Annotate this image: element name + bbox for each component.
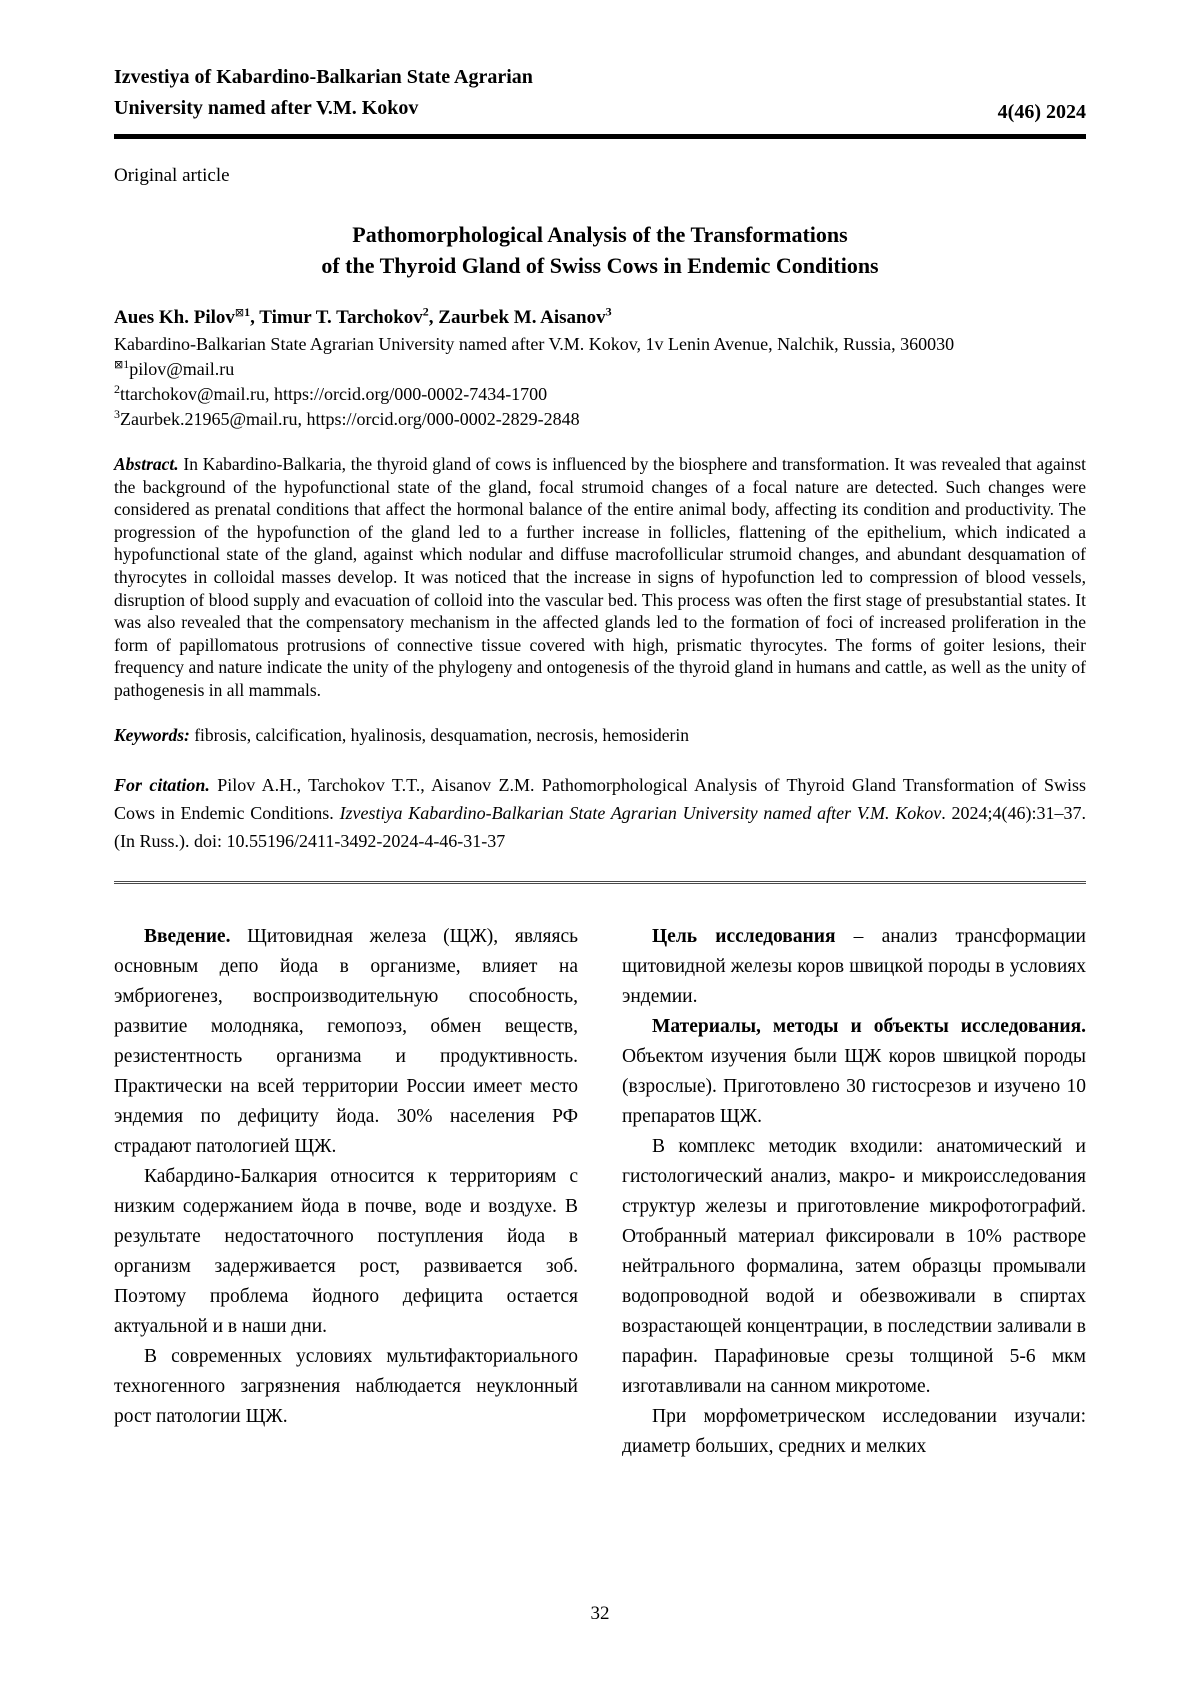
author-name: Aues Kh. Pilov bbox=[114, 307, 235, 328]
keywords bbox=[114, 725, 1086, 746]
author-affil-mark: 2 bbox=[422, 304, 429, 319]
body-columns bbox=[114, 922, 1086, 1462]
keywords-text: fibrosis, calcification, hyalinosis, desquamation, necrosis, hemosiderin bbox=[189, 724, 689, 745]
journal-name bbox=[114, 62, 533, 124]
abstract bbox=[114, 453, 1086, 702]
article-title bbox=[114, 219, 1086, 281]
abstract-text: In Kabardino-Balkaria, the thyroid gland of cows is influenced by the biosphere and transformation. It was revealed that against the background of the hypofunctional state of the gland, focal strumoid changes of a focal nature are detected. Such changes were considered as prenatal conditions that affect the hormonal balance of the entire animal body, affecting its condition and productivity. The progression of the hypofunction of the gland led to a further increase in follicles, flattening of the epithelium, which indicated a hypofunctional state of the gland, against which nodular and diffuse macrofollicular strumoid changes, and abundant desquamation of thyrocytes in colloidal masses develop. It was noticed that the increase in signs of hypofunction led to compression of blood vessels, disruption of blood supply and evacuation of colloid into the vascular bed. This process was often the first stage of presubstantial states. It was also revealed that the compensatory mechanism in the affected glands led to the formation of foci of increased proliferation in the form of papillomatous protrusions of connective tissue covered with high, prismatic thyrocytes. The forms of goiter lesions, their frequency and nature indicate the unity of the phylogeny and ontogenesis of the thyroid gland in humans and cattle, as well as the unity of pathogenesis in all mammals. bbox=[114, 454, 1086, 700]
email-text: ttarchokov@mail.ru, https://orcid.org/000-0002-7434-1700 bbox=[120, 384, 548, 404]
citation-journal-name: Izvestiya Kabardino-Balkarian State Agrarian University named after V.M. Kokov bbox=[339, 802, 942, 823]
journal-name-line1: Izvestiya of Kabardino-Balkarian State Agrarian bbox=[114, 66, 533, 88]
envelope-icon: ⊠1 bbox=[114, 357, 130, 371]
contact-email-2: $^2$ttarchokov@mail.ru, https://orcid.org/000-0002-7434-1700 bbox=[114, 382, 548, 404]
paragraph: Кабардино-Балкария относится к территориям с низким содержанием йода в почве, воде и воздухе. В результате недостаточного поступления йода в организм задерживается рост, развивается зоб. Поэтому проблема йодного дефицита остается актуальной и в наши дни. bbox=[114, 1165, 578, 1337]
author-affil-mark: 3 bbox=[605, 304, 612, 319]
citation-authors-title: Pilov A.H., Tarchokov T.T., Aisanov Z.M. Pathomorphological Analysis of Thyroid Gland Transformation of Swiss Cows in Endemic Conditions. bbox=[114, 774, 1087, 823]
contact-email-3: $^3$Zaurbek.21965@mail.ru, https://orcid.org/000-0002-2829-2848 bbox=[114, 407, 580, 429]
citation bbox=[114, 771, 1086, 855]
contact-email-1 bbox=[114, 357, 1086, 382]
right-column bbox=[622, 922, 1086, 1462]
paragraph: В комплекс методик входили: анатомический и гистологический анализ, макро- и микроисследования структур железы и приготовление микрофотографий. Отобранный материал фиксировали в 10% растворе нейтрального формалина, затем образцы промывали водопроводной водой и обезвоживали в спиртах возрастающей концентрации, в последствии заливали в парафин. Парафиновые срезы толщиной 5-6 мкм изготавливали на санном микротоме. bbox=[622, 1135, 1086, 1397]
article-title-line2: of the Thyroid Gland of Swiss Cows in Endemic Conditions bbox=[321, 253, 879, 278]
citation-label: For citation. bbox=[114, 774, 210, 795]
affiliation: Kabardino-Balkarian State Agrarian University named after V.M. Kokov, 1v Lenin Avenue, Nalchik, Russia, 360030 bbox=[114, 334, 955, 354]
journal-issue: 4(46) 2024 bbox=[997, 101, 1086, 123]
corresponding-author-icon: ⊠1 bbox=[234, 304, 251, 319]
journal-name-line2: University named after V.M. Kokov bbox=[114, 97, 419, 119]
abstract-label: Abstract. bbox=[114, 454, 179, 474]
email-text: Zaurbek.21965@mail.ru, https://orcid.org/000-0002-2829-2848 bbox=[120, 409, 580, 429]
paragraph: В современных условиях мультифакториального техногенного загрязнения наблюдается неуклонный рост патологии ЩЖ. bbox=[114, 1345, 578, 1427]
left-column bbox=[114, 922, 578, 1462]
citation-doi: . 2024;4(46):31–37. (In Russ.). doi: 10.55196/2411-3492-2024-4-46-31-37 bbox=[114, 802, 1087, 851]
page-number: 32 bbox=[590, 1603, 610, 1624]
authors-line: Aues Kh. Pilov$^{⊠1}$, Timur T. Tarchokov$^2$, Zaurbek M. Aisanov$^3$ bbox=[114, 304, 612, 328]
author-name: Timur T. Tarchokov bbox=[259, 307, 423, 328]
author-name: Zaurbek M. Aisanov bbox=[438, 307, 606, 328]
article-title-line1: Pathomorphological Analysis of the Transformations bbox=[352, 222, 848, 247]
paragraph-goal: Цель исследования – анализ трансформации щитовидной железы коров швицкой породы в условиях эндемии. bbox=[622, 925, 1086, 1007]
author-affil-mark: 1 bbox=[244, 304, 251, 319]
journal-header bbox=[114, 62, 1086, 139]
article-type-label: Original article bbox=[114, 165, 230, 186]
paragraph-materials: Материалы, методы и объекты исследования. Объектом изучения были ЩЖ коров швицкой породы (взрослые). Приготовлено 30 гистосрезов и изучено 10 препаратов ЩЖ. bbox=[622, 1015, 1086, 1127]
email-text: pilov@mail.ru bbox=[129, 359, 235, 379]
keywords-label: Keywords: bbox=[114, 724, 190, 745]
section-divider bbox=[114, 881, 1086, 884]
paragraph: При морфометрическом исследовании изучали: диаметр больших, средних и мелких bbox=[622, 1405, 1086, 1457]
paragraph-introduction: Введение. Щитовидная железа (ЩЖ), являясь основным депо йода в организме, влияет на эмбриогенез, воспроизводительную способность, развитие молодняка, гемопоэз, обмен веществ, резистентность организма и продуктивность. Практически на всей территории России имеет место эндемия по дефициту йода. 30% населения РФ страдают патологией ЩЖ. bbox=[114, 925, 578, 1157]
